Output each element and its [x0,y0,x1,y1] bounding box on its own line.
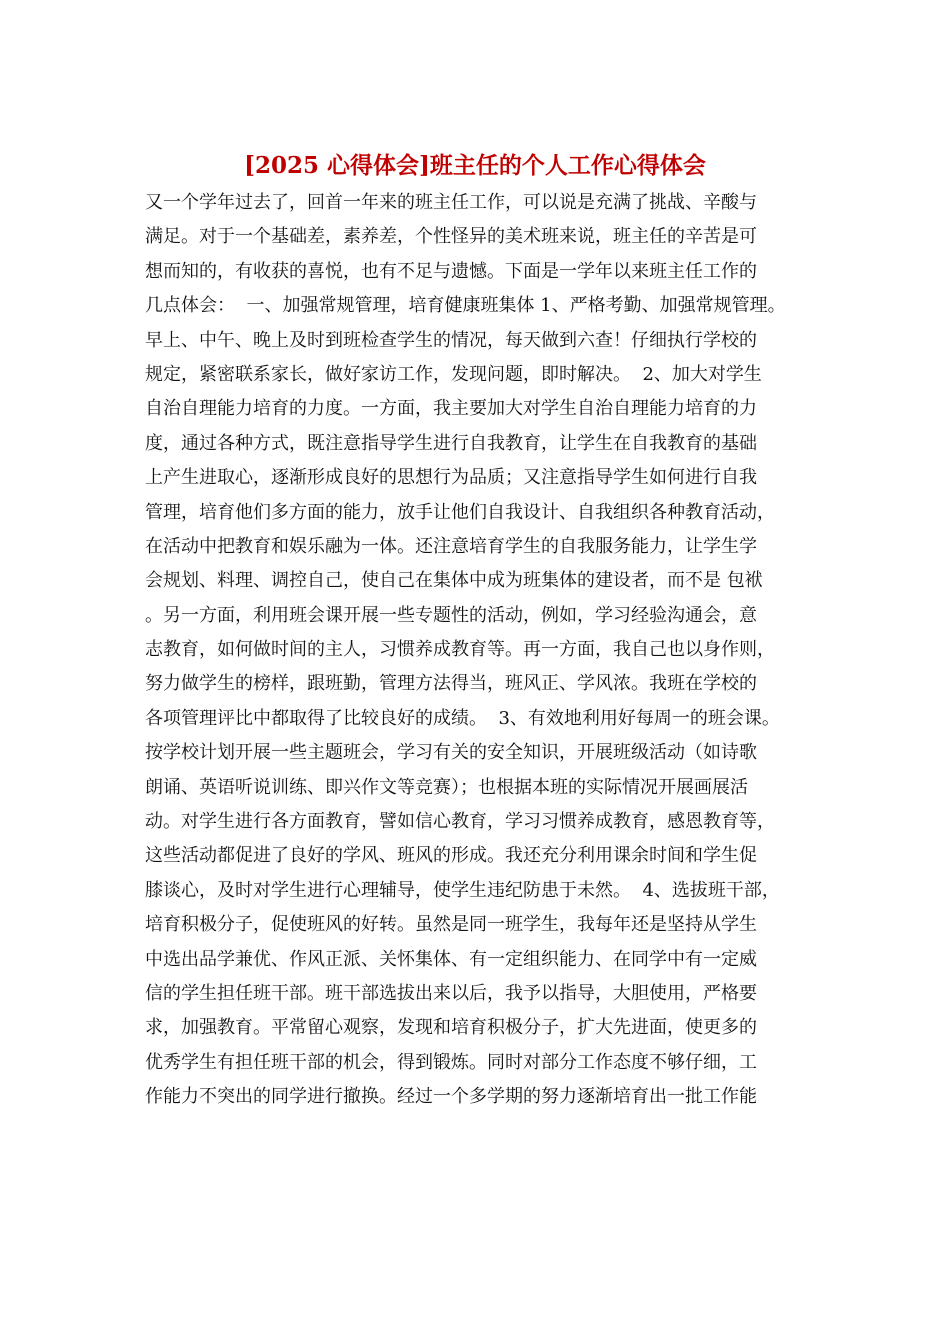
body-line: 几点体会： 一、加强常规管理，培育健康班集体 1、严格考勤、加强常规管理。 [145,295,786,317]
body-line: 自治自理能力培育的力度。一方面，我主要加大对学生自治自理能力培育的力 [145,398,757,420]
body-line: 想而知的，有收获的喜悦，也有不足与遗憾。下面是一学年以来班主任工作的 [145,260,757,282]
body-line: 信的学生担任班干部。班干部选拔出来以后，我予以指导，大胆使用，严格要 [145,982,757,1004]
body-line: 。另一方面，利用班会课开展一些专题性的活动，例如，学习经验沟通会，意 [145,604,757,626]
body-line: 在活动中把教育和娱乐融为一体。还注意培育学生的自我服务能力，让学生学 [145,535,757,557]
body-line: 各项管理评比中都取得了比较良好的成绩。 3、有效地利用好每周一的班会课。 [145,707,780,729]
body-line: 朗诵、英语听说训练、即兴作文等竞赛）；也根据本班的实际情况开展画展活 [145,776,748,798]
body-line: 按学校计划开展一些主题班会，学习有关的安全知识，开展班级活动（如诗歌 [145,742,757,764]
body-line: 度，通过各种方式，既注意指导学生进行自我教育，让学生在自我教育的基础 [145,432,757,454]
document-title: [2025 心得体会]班主任的个人工作心得体会 [244,152,706,179]
body-line: 培育积极分子，促使班风的好转。虽然是同一班学生，我每年还是坚持从学生 [145,914,757,936]
body-line: 满足。对于一个基础差，素养差，个性怪异的美术班来说，班主任的辛苦是可 [145,226,757,248]
body-line: 膝谈心，及时对学生进行心理辅导，使学生违纪防患于未然。 4、选拔班干部， [145,879,780,901]
body-line: 努力做学生的榜样，跟班勤，管理方法得当，班风正、学风浓。我班在学校的 [145,673,757,695]
body-line: 管理，培育他们多方面的能力，放手让他们自我设计、自我组织各种教育活动， [145,501,775,523]
body-line: 这些活动都促进了良好的学风、班风的形成。我还充分利用课余时间和学生促 [145,845,757,867]
body-line: 上产生进取心，逐渐形成良好的思想行为品质；又注意指导学生如何进行自我 [145,467,757,489]
body-line: 又一个学年过去了，回首一年来的班主任工作，可以说是充满了挑战、辛酸与 [145,192,757,213]
body-line: 动。对学生进行各方面教育，譬如信心教育，学习习惯养成教育，感恩教育等， [145,811,775,833]
body-line: 志教育，如何做时间的主人，习惯养成教育等。再一方面，我自己也以身作则， [145,639,775,661]
document-body [145,186,835,1115]
body-line: 规定，紧密联系家长，做好家访工作，发现问题，即时解决。 2、加大对学生 [145,363,762,385]
body-line: 求，加强教育。平常留心观察，发现和培育积极分子，扩大先进面，使更多的 [145,1017,757,1039]
body-line: 会规划、料理、调控自己，使自己在集体中成为班集体的建设者，而不是 包袱 [145,570,763,592]
body-line: 早上、中午、晚上及时到班检查学生的情况，每天做到六查！仔细执行学校的 [145,329,757,351]
body-line: 中选出品学兼优、作风正派、关怀集体、有一定组织能力、在同学中有一定威 [145,948,757,970]
body-line: 作能力不突出的同学进行撤换。经过一个多学期的努力逐渐培育出一批工作能 [145,1086,757,1108]
body-line: 优秀学生有担任班干部的机会，得到锻炼。同时对部分工作态度不够仔细，工 [145,1051,757,1073]
